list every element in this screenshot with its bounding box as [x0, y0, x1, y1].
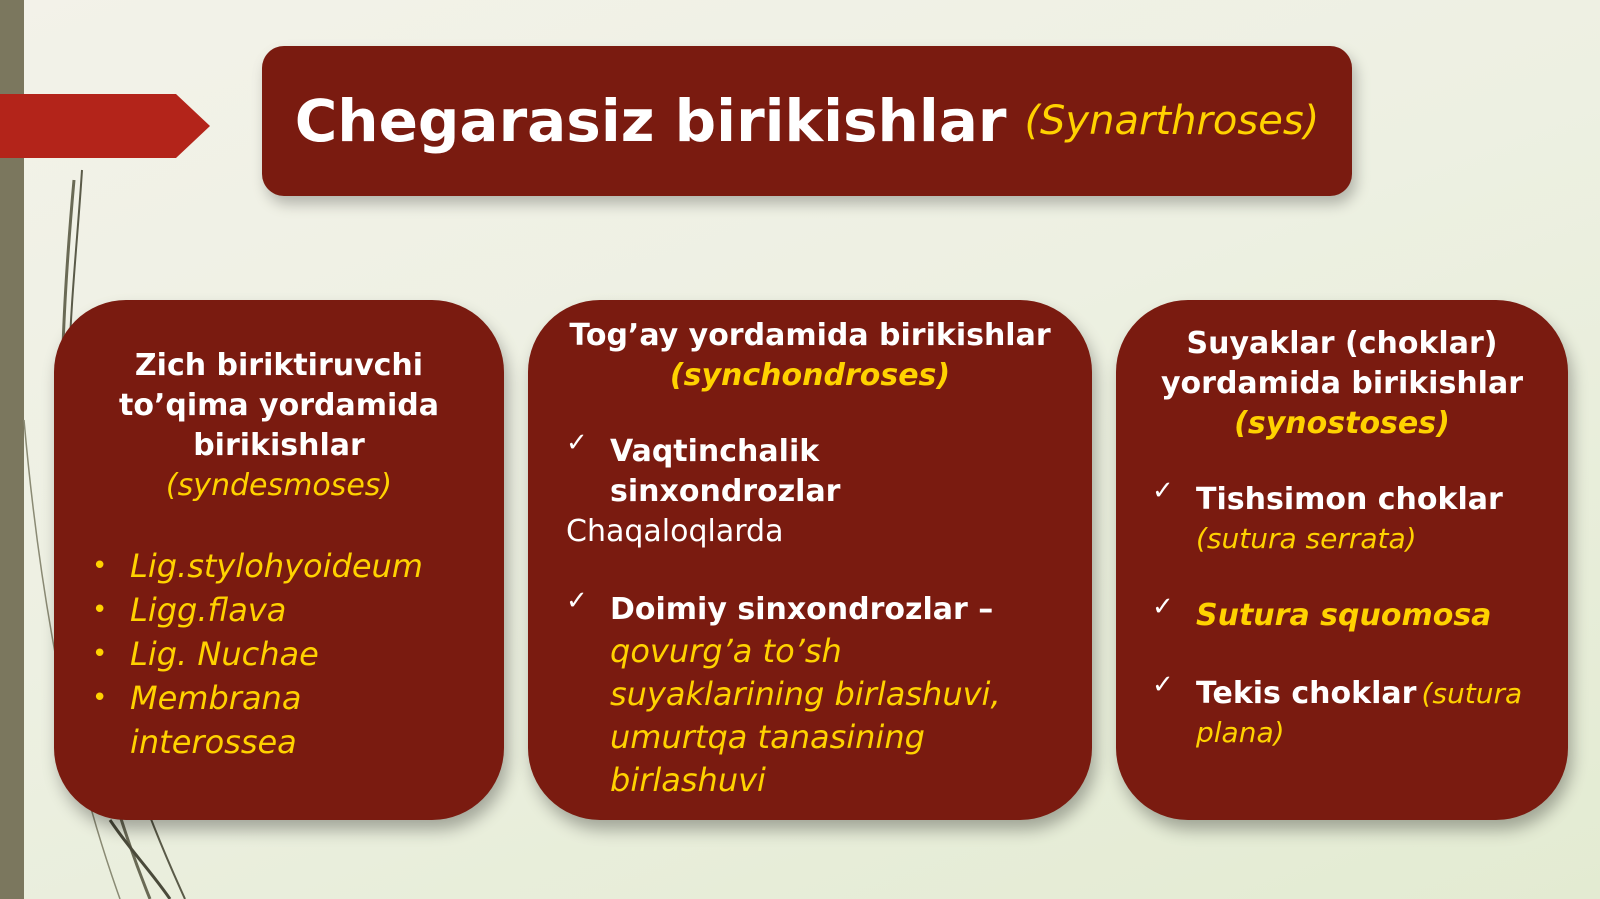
bullet-icon: • [92, 551, 108, 581]
card-heading-line: Tog’ay yordamida birikishlar [569, 318, 1051, 353]
card-heading-line: Zich biriktiruvchi [134, 348, 424, 383]
list-item [566, 586, 1092, 802]
list-item [1152, 670, 1568, 752]
checkmark-icon: ✓ [1152, 476, 1174, 506]
list-item [84, 544, 504, 588]
bullet-icon: • [92, 595, 108, 625]
card-synchondroses [528, 300, 1092, 820]
list-item [84, 588, 504, 632]
list-item-text: Lig. Nuchae [130, 635, 319, 673]
item-title: Tishsimon choklar [1196, 482, 1503, 517]
item-latin: (sutura serrata) [1196, 522, 1417, 555]
slide-title-latin: (Synarthroses) [1024, 98, 1320, 144]
checkmark-icon: ✓ [566, 428, 588, 458]
list-item-text: Lig.stylohyoideum [130, 547, 423, 585]
item-title: Vaqtinchalik [610, 434, 820, 469]
list-item [1152, 592, 1568, 636]
item-title: Tekis choklar [1196, 676, 1417, 711]
list-item-text: Membrana [130, 679, 302, 717]
card-syndesmoses [54, 300, 504, 820]
synchondroses-list-2 [566, 586, 1092, 802]
title-box [262, 46, 1352, 196]
list-item [566, 428, 1092, 512]
item-desc: suyaklarining birlashuvi, [610, 675, 1001, 713]
card-heading-line: birikishlar [193, 428, 365, 463]
card-heading [1116, 324, 1568, 444]
checkmark-icon: ✓ [566, 586, 588, 616]
item-desc: qovurg’a to’sh [610, 632, 842, 670]
item-desc: umurtqa tanasining [610, 718, 925, 756]
list-item [84, 632, 504, 676]
card-heading [54, 346, 504, 506]
item-latin: plana) [1196, 716, 1285, 749]
bullet-icon: • [92, 639, 108, 669]
checkmark-icon: ✓ [1152, 592, 1174, 622]
list-item [84, 676, 504, 764]
list-item-text: interossea [130, 723, 297, 761]
item-title: Doimiy sinxondrozlar – [610, 592, 994, 627]
card-heading-latin: (synostoses) [1234, 406, 1450, 441]
item-title: Sutura squomosa [1196, 598, 1492, 633]
card-heading-line: yordamida birikishlar [1161, 366, 1523, 401]
card-heading-latin: (synchondroses) [669, 358, 951, 393]
item-desc: birlashuvi [610, 761, 766, 799]
card-synostoses [1116, 300, 1568, 820]
ligament-list [84, 544, 504, 764]
arrow-tag-shape [0, 94, 210, 158]
synchondroses-list [566, 428, 1092, 512]
item-note: Chaqaloqlarda [566, 514, 784, 549]
card-heading-line: Suyaklar (choklar) [1186, 326, 1498, 361]
card-heading-latin: (syndesmoses) [165, 468, 393, 503]
bullet-icon: • [92, 683, 108, 713]
card-heading [528, 316, 1092, 396]
synostoses-list [1152, 476, 1568, 752]
item-title: sinxondrozlar [610, 474, 841, 509]
slide-title: Chegarasiz birikishlar [294, 87, 1007, 155]
item-latin: (sutura [1421, 677, 1523, 710]
card-heading-line: to’qima yordamida [119, 388, 439, 423]
list-item [1152, 476, 1568, 558]
checkmark-icon: ✓ [1152, 670, 1174, 700]
list-item-text: Ligg.flava [130, 591, 287, 629]
